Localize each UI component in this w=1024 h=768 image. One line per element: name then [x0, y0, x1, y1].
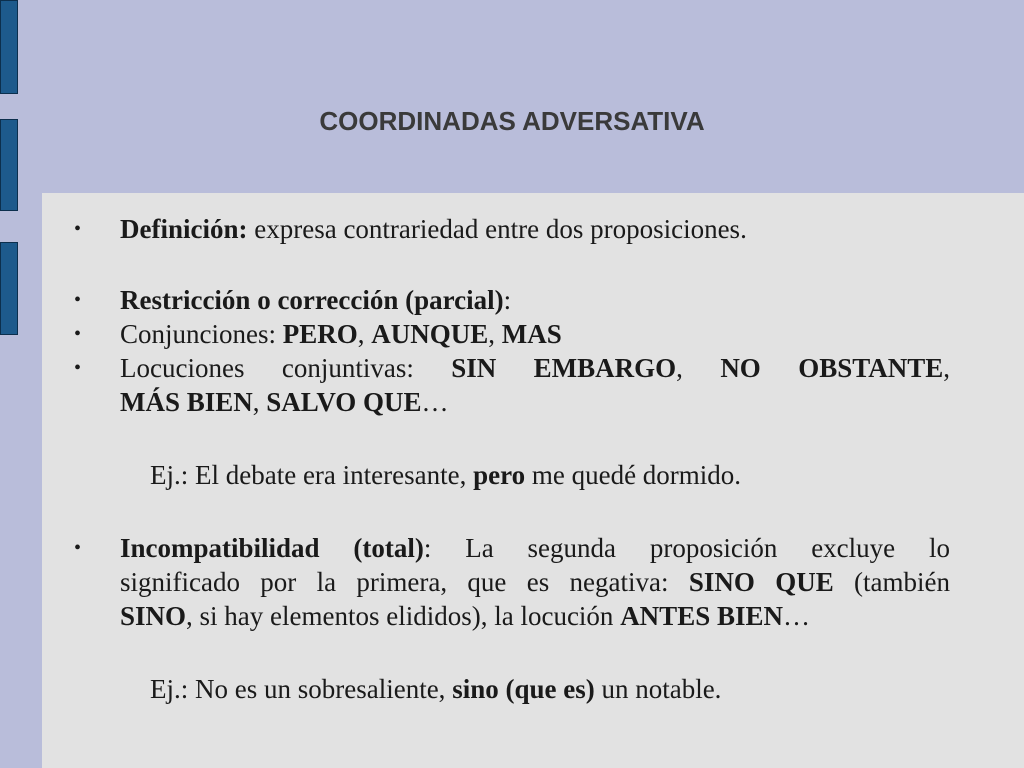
conj-pero: PERO	[282, 319, 358, 349]
incompat-line1-text: : La segunda proposición excluye lo	[423, 533, 950, 563]
loc-mas-bien: MÁS BIEN	[120, 387, 253, 417]
bullet-icon: •	[74, 537, 82, 559]
ejemplo2-bold: sino (que es)	[452, 674, 595, 704]
loc-sep3: ,	[252, 387, 267, 417]
incompat-sino: SINO	[120, 601, 187, 631]
decorative-side-bar-top	[0, 0, 18, 94]
bullet-icon: •	[74, 357, 82, 379]
loc-ellipsis: …	[421, 387, 449, 417]
restriccion-label: Restricción o corrección (parcial)	[120, 285, 504, 315]
incompat-line2-text: significado por la primera, que es negativa:	[120, 567, 689, 597]
ejemplo2-suffix: un notable.	[594, 674, 722, 704]
incompat-label: Incompatibilidad (total)	[120, 533, 424, 563]
ejemplo1-suffix: me quedé dormido.	[525, 460, 742, 490]
incompat-ellipsis: …	[783, 601, 810, 631]
definicion-label: Definición:	[120, 214, 248, 244]
incompat-sino-que: SINO QUE	[688, 567, 834, 597]
locuciones-line2	[120, 385, 950, 419]
conjunciones-text	[120, 317, 950, 351]
incompat-antes-bien: ANTES BIEN	[620, 601, 783, 631]
restriccion-colon: :	[503, 285, 512, 315]
conj-aunque: AUNQUE	[371, 319, 489, 349]
definicion-text	[120, 212, 950, 246]
loc-salvo-que: SALVO QUE	[266, 387, 422, 417]
definicion-body: expresa contrariedad entre dos proposiciones.	[247, 214, 747, 244]
slide-title: COORDINADAS ADVERSATIVA	[319, 106, 705, 136]
slide-content	[42, 193, 1024, 768]
restriccion-text	[120, 283, 950, 317]
loc-sep2: ,	[943, 353, 951, 383]
incompat-line3-text: , si hay elementos elididos), la locución	[186, 601, 621, 631]
decorative-side-bar-bottom	[0, 242, 18, 335]
incompat-line3	[120, 599, 950, 633]
loc-no-obstante: NO OBSTANTE	[720, 353, 944, 383]
conj-sep2: ,	[488, 319, 502, 349]
bullet-icon: •	[74, 289, 82, 311]
conj-sep1: ,	[357, 319, 372, 349]
loc-sin-embargo: SIN EMBARGO	[451, 353, 677, 383]
ejemplo-adversativa-total	[150, 672, 970, 706]
ejemplo1-bold: pero	[473, 460, 526, 490]
bullet-icon: •	[74, 323, 82, 345]
ejemplo2-prefix: Ej.: No es un sobresaliente,	[150, 674, 453, 704]
incompat-line2	[120, 565, 950, 599]
incompat-line2-tail: (también	[833, 567, 950, 597]
locuciones-prefix: Locuciones conjuntivas:	[120, 353, 452, 383]
conjunciones-prefix: Conjunciones:	[120, 319, 283, 349]
incompat-line1	[120, 531, 950, 565]
ejemplo-adversativa-parcial	[150, 458, 970, 492]
locuciones-line1	[120, 351, 950, 385]
conj-mas: MAS	[501, 319, 562, 349]
bullet-icon: •	[74, 218, 82, 240]
ejemplo1-prefix: Ej.: El debate era interesante,	[150, 460, 474, 490]
loc-sep1: ,	[676, 353, 721, 383]
